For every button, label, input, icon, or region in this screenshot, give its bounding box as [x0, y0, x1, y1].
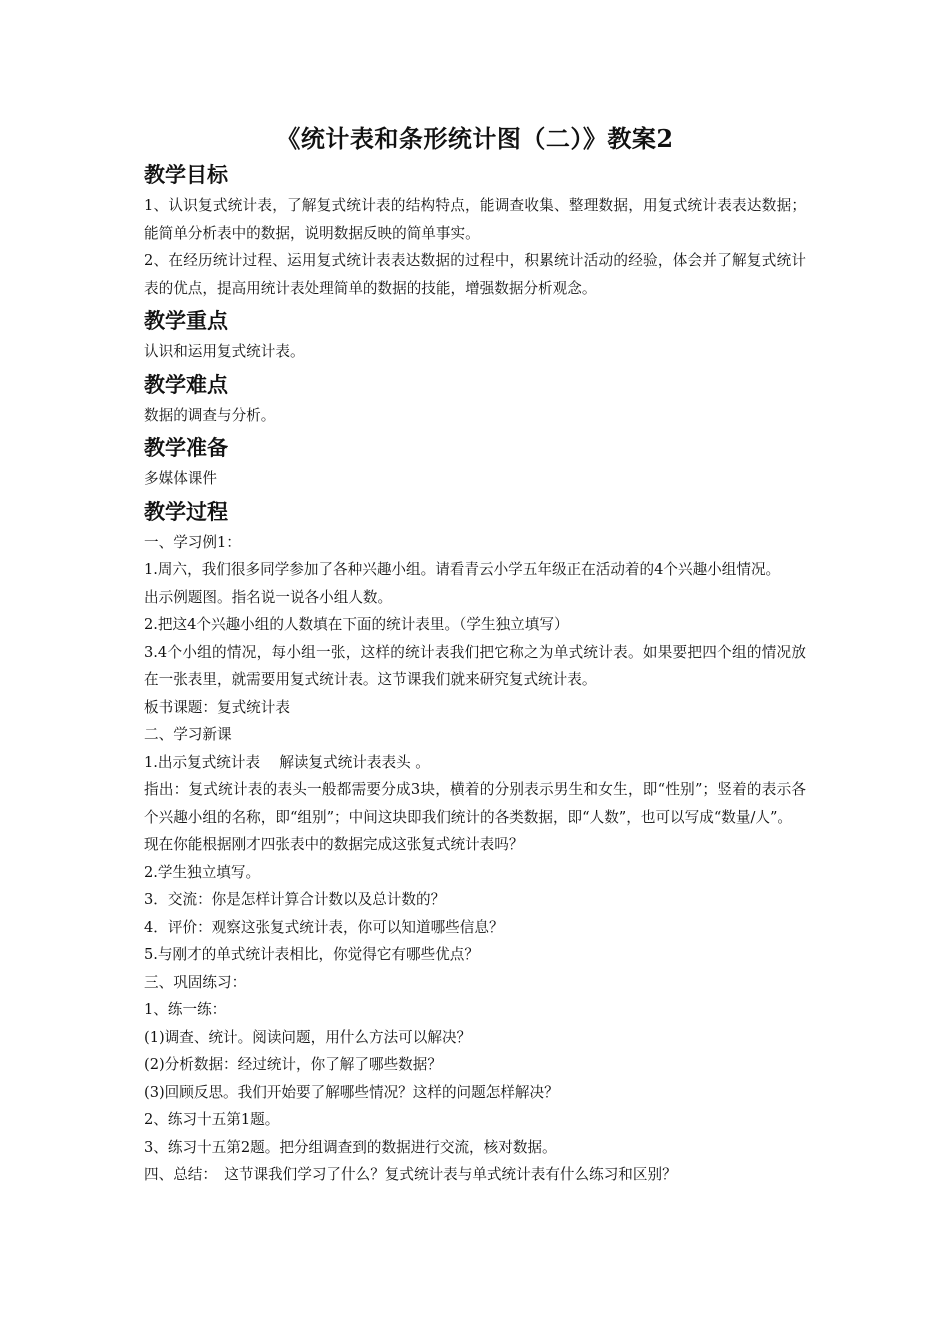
- section-process: [144, 495, 806, 1189]
- section-difficulties: [144, 368, 806, 430]
- paragraph: (2)分析数据：经过统计，你了解了哪些数据？: [144, 1056, 442, 1073]
- paragraph: 二、学习新课: [144, 726, 232, 743]
- paragraph: 3．交流：你是怎样计算合计数以及总计数的？: [144, 891, 446, 908]
- paragraph: 一、学习例1：: [144, 533, 241, 551]
- paragraph: 四、总结： 这节课我们学习了什么？复式统计表与单式统计表有什么练习和区别？: [144, 1166, 677, 1183]
- paragraph: 2、练习十五第1题。: [144, 1111, 280, 1128]
- paragraph: 板书课题：复式统计表: [144, 698, 290, 716]
- paragraph: 1、练一练：: [144, 1001, 227, 1018]
- paragraph: 5.与刚才的单式统计表相比，你觉得它有哪些优点？: [144, 946, 479, 963]
- section-heading: 教学准备: [144, 436, 228, 460]
- paragraph: (1)调查、统计。阅读问题，用什么方法可以解决？: [144, 1028, 472, 1046]
- paragraph: 三、巩固练习：: [144, 973, 247, 991]
- paragraph: 数据的调查与分析。: [144, 406, 276, 424]
- paragraph: 1.出示复式统计表 解读复式统计表表头 。: [144, 753, 430, 771]
- paragraph: 多媒体课件: [144, 470, 217, 487]
- section-heading: 教学目标: [144, 163, 228, 187]
- section-heading: 教学过程: [144, 499, 228, 524]
- section-objectives: [144, 158, 806, 302]
- paragraph: 现在你能根据刚才四张表中的数据完成这张复式统计表吗？: [144, 836, 524, 853]
- paragraph: 2、在经历统计过程、运用复式统计表表达数据的过程中，积累统计活动的经验，体会并了解复式统计表的优点，提高用统计表处理简单的数据的技能，增强数据分析观念。: [144, 252, 806, 297]
- paragraph: 认识和运用复式统计表。: [144, 343, 305, 360]
- paragraph: 1.周六，我们很多同学参加了各种兴趣小组。请看青云小学五年级正在活动着的4个兴趣小组情况。: [144, 561, 781, 578]
- paragraph: 4．评价：观察这张复式统计表，你可以知道哪些信息？: [144, 918, 504, 936]
- section-preparation: [144, 431, 806, 493]
- section-heading: 教学难点: [144, 372, 228, 397]
- paragraph: 指出：复式统计表的表头一般都需要分成3块，横着的分别表示男生和女生，即“性别”；竖着的表示各个兴趣小组的名称，即“组别”；中间这块即我们统计的各类数据，即“人数”，也可以写成“数量/人”。: [144, 781, 806, 826]
- section-key-points: [144, 304, 806, 366]
- paragraph: 3、练习十五第2题。把分组调查到的数据进行交流，核对数据。: [144, 1138, 557, 1156]
- section-heading: 教学重点: [144, 309, 228, 333]
- paragraph: 1、认识复式统计表，了解复式统计表的结构特点，能调查收集、整理数据，用复式统计表表达数据；能简单分析表中的数据，说明数据反映的简单事实。: [144, 197, 806, 242]
- paragraph: 2.学生独立填写。: [144, 863, 261, 881]
- paragraph: (3)回顾反思。我们开始要了解哪些情况？这样的问题怎样解决？: [144, 1083, 559, 1101]
- document-title: 《统计表和条形统计图（二）》教案2: [276, 124, 674, 153]
- paragraph: 3.4个小组的情况，每小组一张，这样的统计表我们把它称之为单式统计表。如果要把四个组的情况放在一张表里，就需要用复式统计表。这节课我们就来研究复式统计表。: [144, 643, 806, 688]
- paragraph: 出示例题图。指名说一说各小组人数。: [144, 588, 393, 606]
- paragraph: 2.把这4个兴趣小组的人数填在下面的统计表里。（学生独立填写）: [144, 616, 569, 633]
